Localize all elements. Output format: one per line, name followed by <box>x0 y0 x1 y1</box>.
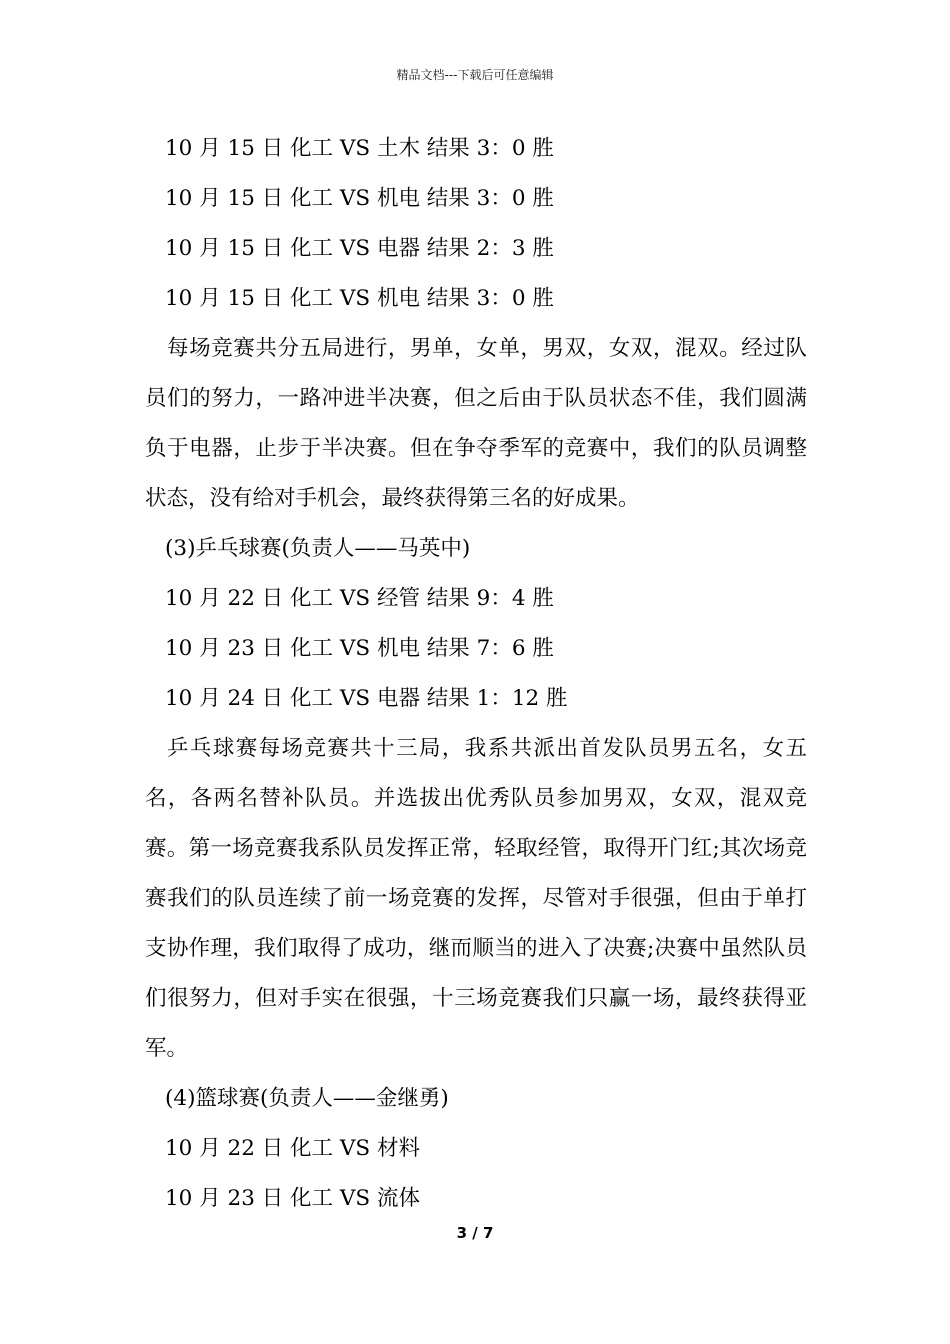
document-body <box>145 124 807 1224</box>
match-line: 10 月 23 日 化工 VS 流体 <box>165 1186 420 1211</box>
match-result-line: 10 月 24 日 化工 VS 电器 结果 1：12 胜 <box>165 686 568 711</box>
match-line: 10 月 22 日 化工 VS 材料 <box>165 1136 420 1161</box>
match-result-line: 10 月 15 日 化工 VS 机电 结果 3：0 胜 <box>165 286 554 311</box>
paragraph-badminton-summary: 每场竞赛共分五局进行，男单，女单，男双，女双，混双。经过队员们的努力，一路冲进半决赛，但之后由于队员状态不佳，我们圆满负于电器，止步于半决赛。但在争夺季军的竞赛中，我们的队员调整状态，没有给对手机会，最终获得第三名的好成果。 <box>145 336 807 511</box>
section-heading-table-tennis: (3)乒乓球赛(负责人——马英中) <box>165 536 471 561</box>
match-result-line: 10 月 22 日 化工 VS 经管 结果 9：4 胜 <box>165 586 554 611</box>
page-header: 精品文档---下载后可任意编辑 <box>396 68 554 82</box>
page-number: 3 / 7 <box>456 1224 494 1242</box>
match-result-line: 10 月 15 日 化工 VS 机电 结果 3：0 胜 <box>165 186 554 211</box>
paragraph-table-tennis-summary: 乒乓球赛每场竞赛共十三局，我系共派出首发队员男五名，女五名，各两名替补队员。并选拔出优秀队员参加男双，女双，混双竞赛。第一场竞赛我系队员发挥正常，轻取经管，取得开门红;其次场竞赛我们的队员连续了前一场竞赛的发挥，尽管对手很强，但由于单打支协作理，我们取得了成功，继而顺当的进入了决赛;决赛中虽然队员们很努力，但对手实在很强，十三场竞赛我们只赢一场，最终获得亚军。 <box>145 736 807 1061</box>
section-heading-basketball: (4)篮球赛(负责人——金继勇) <box>165 1086 449 1111</box>
match-result-line: 10 月 15 日 化工 VS 电器 结果 2：3 胜 <box>165 236 554 261</box>
match-result-line: 10 月 15 日 化工 VS 土木 结果 3：0 胜 <box>165 136 554 161</box>
match-result-line: 10 月 23 日 化工 VS 机电 结果 7：6 胜 <box>165 636 554 661</box>
